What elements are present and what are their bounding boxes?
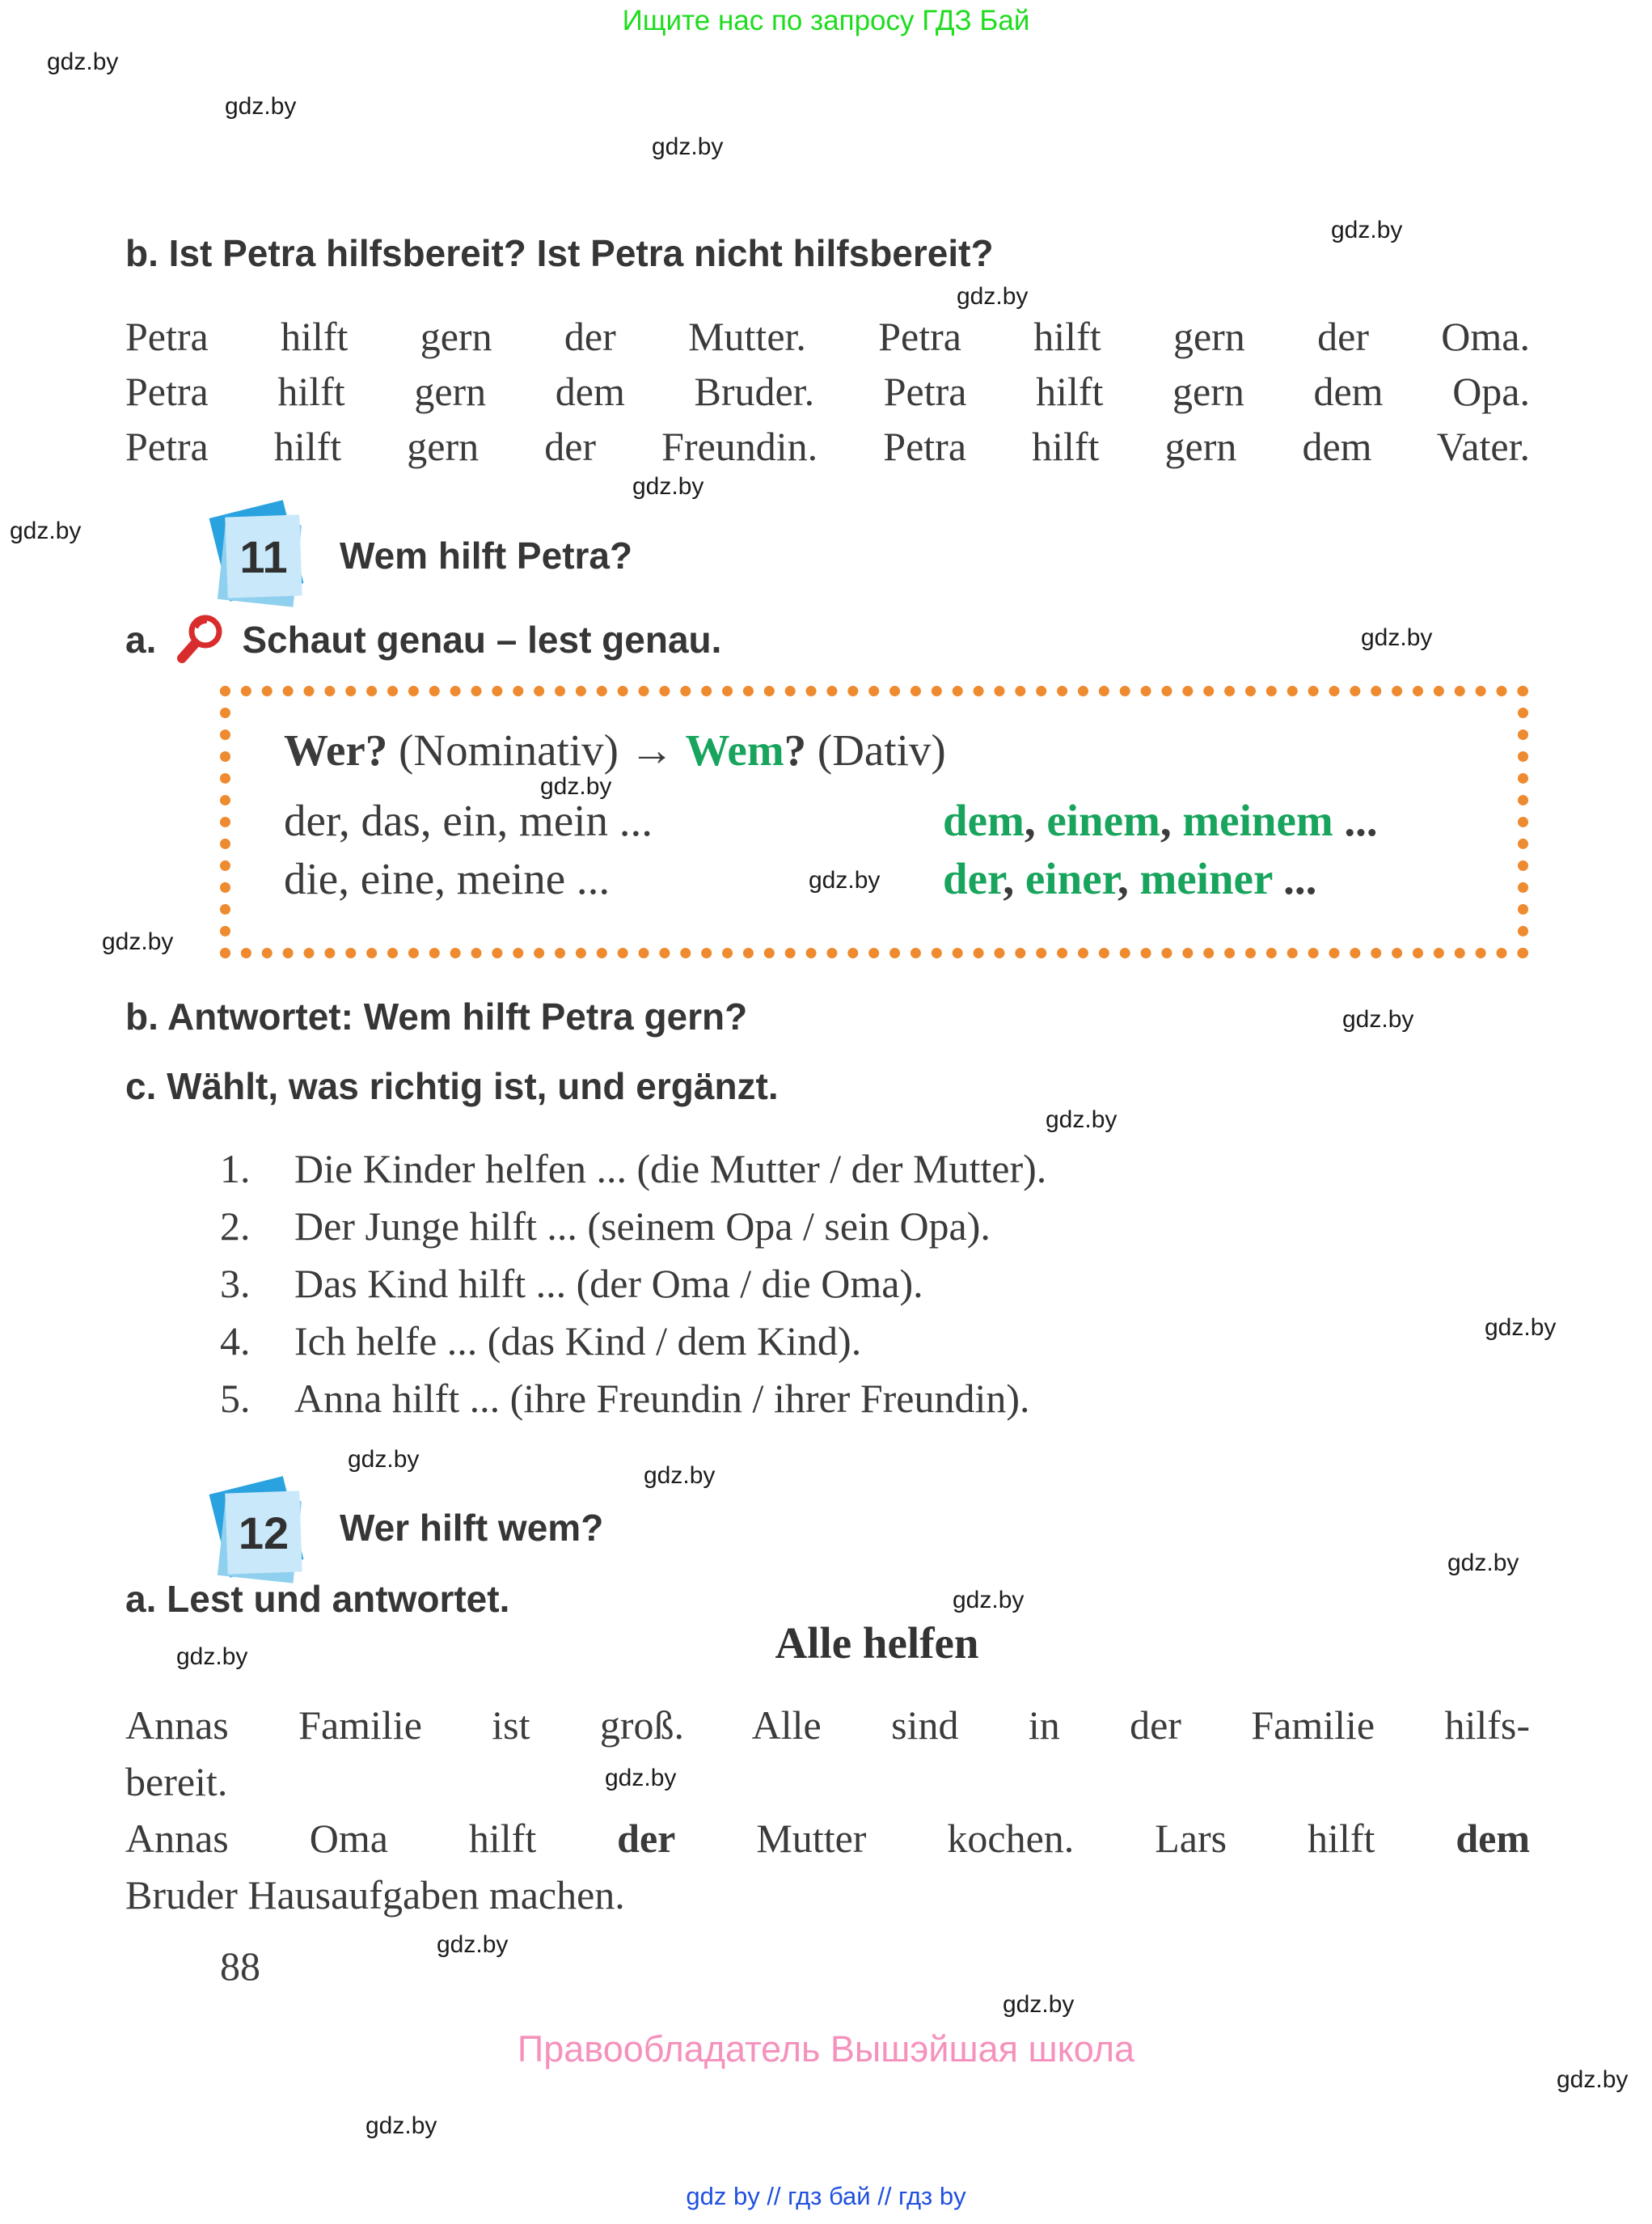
list-item xyxy=(220,1140,1046,1198)
choice-list xyxy=(220,1140,1046,1427)
bold-article: der xyxy=(617,1816,676,1861)
item-number: 2. xyxy=(220,1203,251,1249)
item-number: 3. xyxy=(220,1261,251,1306)
gdz-watermark: gdz.by xyxy=(1331,217,1403,243)
wem-word: Wem xyxy=(685,725,784,775)
petra-paragraph xyxy=(125,309,1530,474)
paragraph-line xyxy=(125,1810,1530,1867)
item-text: Ich helfe ... (das Kind / dem Kind). xyxy=(294,1318,862,1364)
grammar-box-table xyxy=(284,792,1502,908)
gdz-watermark: gdz.by xyxy=(1485,1314,1557,1341)
gdz-watermark: gdz.by xyxy=(1342,1006,1414,1033)
task-11a-line xyxy=(125,613,721,666)
story-paragraph-1 xyxy=(125,1697,1530,1810)
task-letter: a. xyxy=(125,619,157,661)
gdz-watermark: gdz.by xyxy=(953,1587,1025,1613)
exercise-12-badge xyxy=(225,1492,302,1575)
exercise-12-title: Wer hilft wem? xyxy=(340,1507,604,1549)
task-12a-line: a. Lest und antwortet. xyxy=(125,1578,510,1620)
item-number: 5. xyxy=(220,1376,251,1421)
gdz-watermark: gdz.by xyxy=(1361,624,1433,651)
paragraph-line: Bruder Hausaufgaben machen. xyxy=(125,1872,625,1917)
task-b-heading: b. Ist Petra hilfsbereit? Ist Petra nicht hilfsbereit? xyxy=(125,232,994,274)
grammar-box xyxy=(220,686,1528,958)
item-number: 1. xyxy=(220,1146,251,1191)
task-11b-line: b. Antwortet: Wem hilft Petra gern? xyxy=(125,996,748,1038)
page-number: 88 xyxy=(220,1943,260,1989)
grammar-box-header xyxy=(284,724,1502,777)
item-text: Das Kind hilft ... (der Oma / die Oma). xyxy=(294,1261,923,1306)
gdz-watermark: gdz.by xyxy=(1003,1991,1075,2018)
paragraph-line: Petra hilft gern dem Bruder. Petra hilft gern dem Opa. xyxy=(125,369,1530,414)
gdz-watermark: gdz.by xyxy=(605,1765,677,1791)
task-11a-text: Schaut genau – lest genau. xyxy=(242,619,722,661)
item-text: Die Kinder helfen ... (die Mutter / der Mutter). xyxy=(294,1146,1047,1191)
story-text: Mutter kochen. Lars hilft xyxy=(675,1816,1456,1861)
question-mark: ? xyxy=(365,725,399,775)
item-text: Anna hilft ... (ihre Freundin / ihrer Freundin). xyxy=(294,1376,1030,1421)
gdz-watermark: gdz.by xyxy=(1046,1106,1118,1133)
wer-word: Wer xyxy=(284,725,365,775)
gdz-watermark: gdz.by xyxy=(1557,2066,1629,2093)
gdz-watermark: gdz.by xyxy=(365,2112,437,2139)
gdz-watermark: gdz.by xyxy=(1447,1550,1519,1576)
gdz-watermark: gdz.by xyxy=(348,1446,420,1473)
footer-links[interactable]: gdz by // гдз бай // гдз by xyxy=(686,2182,966,2210)
task-11c-line: c. Wählt, was richtig ist, und ergänzt. xyxy=(125,1065,779,1107)
list-item xyxy=(220,1198,1046,1255)
exercise-number: 12 xyxy=(238,1507,289,1558)
gdz-watermark: gdz.by xyxy=(652,133,724,160)
paragraph-line: Petra hilft gern der Mutter. Petra hilft gern der Oma. xyxy=(125,314,1530,359)
exercise-11-title: Wem hilft Petra? xyxy=(340,535,633,577)
bold-article: dem xyxy=(1456,1816,1530,1861)
gdz-watermark: gdz.by xyxy=(632,473,704,500)
dative-forms-row2: der, einer, meiner ... xyxy=(943,854,1317,903)
nominativ-label: (Nominativ) xyxy=(399,725,630,775)
nominative-forms-row1: der, das, ein, mein ... xyxy=(284,796,653,845)
magnifier-icon xyxy=(172,613,226,666)
paragraph-line: Annas Familie ist groß. Alle sind in der Familie hilfs- xyxy=(125,1702,1530,1748)
exercise-number: 11 xyxy=(239,531,288,582)
story-text: Annas Oma hilft xyxy=(125,1816,618,1861)
gdz-watermark: gdz.by xyxy=(47,49,119,75)
gdz-watermark: gdz.by xyxy=(225,93,297,120)
list-item xyxy=(220,1370,1046,1427)
gdz-watermark: gdz.by xyxy=(102,928,174,955)
top-banner-text: Ищите нас по запросу ГДЗ Бай xyxy=(622,5,1030,36)
dative-forms-row1: dem, einem, meinem ... xyxy=(943,796,1378,845)
gdz-watermark: gdz.by xyxy=(644,1462,716,1489)
item-number: 4. xyxy=(220,1318,251,1364)
gdz-watermark: gdz.by xyxy=(437,1931,509,1958)
gdz-watermark: gdz.by xyxy=(540,773,612,800)
paragraph-line: Petra hilft gern der Freundin. Petra hilft gern dem Vater. xyxy=(125,424,1530,469)
story-title: Alle helfen xyxy=(775,1618,979,1668)
nominative-forms-row2: die, eine, meine ... xyxy=(284,854,611,903)
list-item xyxy=(220,1313,1046,1370)
gdz-watermark: gdz.by xyxy=(957,283,1029,310)
copyright-line: Правообладатель Вышэйшая школа xyxy=(517,2028,1135,2070)
paragraph-line: bereit. xyxy=(125,1759,228,1804)
item-text: Der Junge hilft ... (seinem Opa / sein Opa). xyxy=(294,1203,991,1249)
question-mark: ? xyxy=(784,725,818,775)
dativ-label: (Dativ) xyxy=(817,725,946,775)
gdz-watermark: gdz.by xyxy=(809,867,881,894)
gdz-watermark: gdz.by xyxy=(176,1643,248,1670)
arrow-glyph: → xyxy=(629,725,686,775)
list-item xyxy=(220,1255,1046,1313)
exercise-11-badge xyxy=(225,516,302,598)
gdz-watermark: gdz.by xyxy=(10,518,82,544)
story-paragraph-2 xyxy=(125,1810,1530,1923)
